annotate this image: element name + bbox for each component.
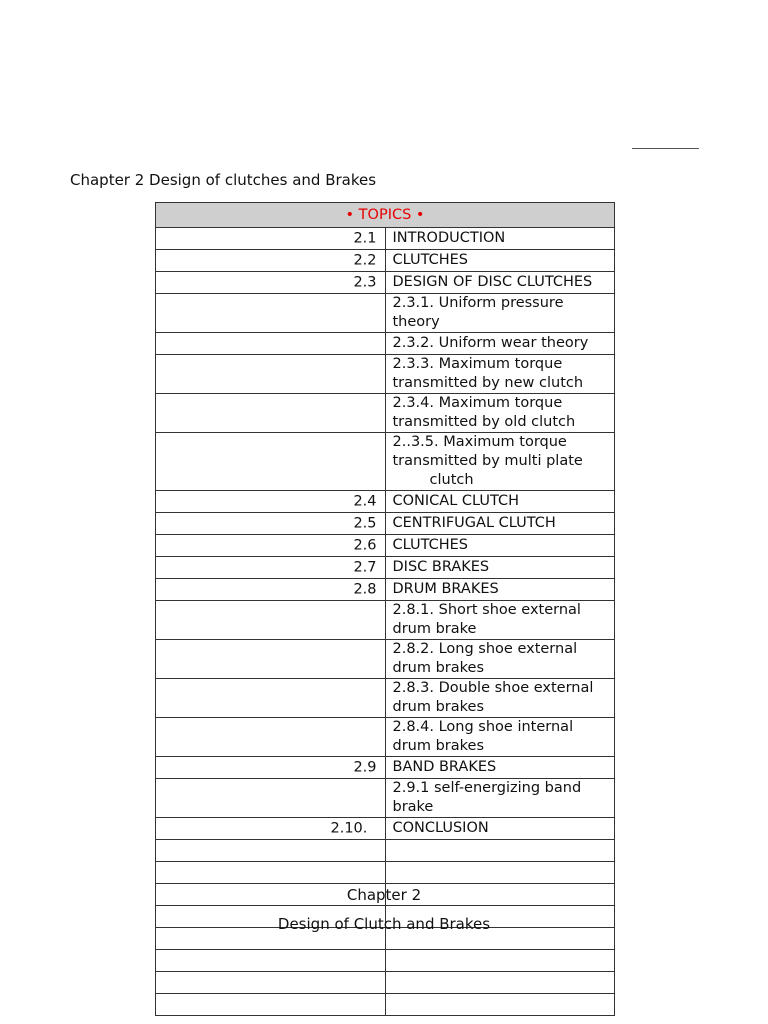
empty-number-cell xyxy=(156,972,386,994)
topic-row xyxy=(156,718,615,757)
empty-title-cell xyxy=(385,840,615,862)
topic-row xyxy=(156,601,615,640)
topic-row xyxy=(156,818,615,840)
topic-row xyxy=(156,294,615,333)
topic-title-cell xyxy=(353,228,615,250)
topic-title-cell xyxy=(353,535,615,557)
top-divider xyxy=(632,148,699,149)
topic-title: 2.3.2. Uniform wear theory xyxy=(392,335,589,351)
topic-row xyxy=(156,757,615,779)
topic-title: CONICAL CLUTCH xyxy=(392,493,520,509)
topic-title: 2.3.4. Maximum torque transmitted by old clutch xyxy=(392,395,576,430)
empty-title-cell xyxy=(385,972,615,994)
empty-number-cell xyxy=(156,950,386,972)
empty-row xyxy=(156,840,615,862)
topic-title: CENTRIFUGAL CLUTCH xyxy=(392,515,556,531)
empty-title-cell xyxy=(385,994,615,1016)
empty-number-cell xyxy=(156,840,386,862)
topic-title-cell xyxy=(385,679,615,718)
topic-title-cell xyxy=(385,333,615,355)
topic-title-cell xyxy=(353,513,615,535)
topic-number: 2.5 xyxy=(353,515,377,531)
topic-title-cell xyxy=(385,294,615,333)
empty-number-cell xyxy=(156,994,386,1016)
topic-title-cell xyxy=(385,601,615,640)
footer-chapter-title: Design of Clutch and Brakes xyxy=(277,915,491,933)
topic-title-cell xyxy=(385,394,615,433)
topic-title: 2.8.1. Short shoe external drum brake xyxy=(392,602,581,637)
topic-title-cell xyxy=(385,355,615,394)
topic-row xyxy=(156,228,615,250)
topic-title-cell xyxy=(353,272,615,294)
topic-number-cell xyxy=(156,601,386,640)
topic-number-cell xyxy=(156,679,386,718)
topic-title: 2..3.5. Maximum torque transmitted by multi plate xyxy=(392,434,583,469)
footer-chapter-label: Chapter 2 xyxy=(346,886,422,904)
topic-number-cell xyxy=(156,433,386,491)
topic-title-cell xyxy=(330,818,615,840)
topic-number: 2.4 xyxy=(353,493,377,509)
topic-row xyxy=(156,579,615,601)
topic-number: 2.1 xyxy=(353,230,377,246)
empty-row xyxy=(156,862,615,884)
topic-title-cell xyxy=(353,250,615,272)
topic-number-cell xyxy=(156,779,386,818)
topic-row xyxy=(156,272,615,294)
topic-number-cell xyxy=(156,640,386,679)
topic-title-cell xyxy=(385,433,615,491)
topic-title-cell xyxy=(353,579,615,601)
topic-title: 2.8.2. Long shoe external drum brakes xyxy=(392,641,578,676)
topic-number: 2.8 xyxy=(353,581,377,597)
topic-title: DRUM BRAKES xyxy=(392,581,499,597)
topic-row xyxy=(156,779,615,818)
empty-title-cell xyxy=(385,950,615,972)
empty-number-cell xyxy=(156,862,386,884)
topics-header-row xyxy=(156,203,615,228)
empty-row xyxy=(156,950,615,972)
topic-title-cell xyxy=(385,779,615,818)
topic-title-continuation: clutch xyxy=(429,472,474,488)
topic-title: 2.3.1. Uniform pressure theory xyxy=(392,295,564,330)
topic-row xyxy=(156,557,615,579)
page-heading: Chapter 2 Design of clutches and Brakes xyxy=(70,171,377,189)
topic-row xyxy=(156,333,615,355)
topic-number-cell xyxy=(156,394,386,433)
topic-title-cell xyxy=(353,757,615,779)
topic-title: 2.8.4. Long shoe internal drum brakes xyxy=(392,719,574,754)
topic-title: 2.9.1 self-energizing band brake xyxy=(392,780,582,815)
topic-row xyxy=(156,433,615,491)
topic-title: CLUTCHES xyxy=(392,252,468,268)
topic-title-cell xyxy=(353,557,615,579)
topic-number-cell xyxy=(156,718,386,757)
empty-row xyxy=(156,994,615,1016)
topic-row xyxy=(156,394,615,433)
topic-row xyxy=(156,491,615,513)
topics-header: • TOPICS • xyxy=(156,203,615,228)
topic-number: 2.3 xyxy=(353,274,377,290)
topic-title: DISC BRAKES xyxy=(392,559,490,575)
topic-title: 2.3.3. Maximum torque transmitted by new clutch xyxy=(392,356,584,391)
topic-number-cell xyxy=(156,355,386,394)
topic-row xyxy=(156,513,615,535)
topic-title: CLUTCHES xyxy=(392,537,468,553)
topic-title: 2.8.3. Double shoe external drum brakes xyxy=(392,680,594,715)
topic-title-cell xyxy=(385,640,615,679)
empty-row xyxy=(156,972,615,994)
topic-title: BAND BRAKES xyxy=(392,759,497,775)
topic-title: CONCLUSION xyxy=(392,820,489,836)
topic-row xyxy=(156,355,615,394)
topic-title: DESIGN OF DISC CLUTCHES xyxy=(392,274,593,290)
topic-row xyxy=(156,640,615,679)
topic-number: 2.7 xyxy=(353,559,377,575)
topic-title-cell xyxy=(353,491,615,513)
topic-number: 2.6 xyxy=(353,537,377,553)
topic-number-cell xyxy=(156,333,386,355)
topic-number: 2.9 xyxy=(353,759,377,775)
topic-row xyxy=(156,535,615,557)
topic-row xyxy=(156,679,615,718)
topic-title-cell xyxy=(385,718,615,757)
topic-row xyxy=(156,250,615,272)
topic-title: INTRODUCTION xyxy=(392,230,506,246)
topic-number: 2.10. xyxy=(330,820,368,836)
empty-title-cell xyxy=(385,862,615,884)
topic-number: 2.2 xyxy=(353,252,377,268)
topic-number-cell xyxy=(156,294,386,333)
